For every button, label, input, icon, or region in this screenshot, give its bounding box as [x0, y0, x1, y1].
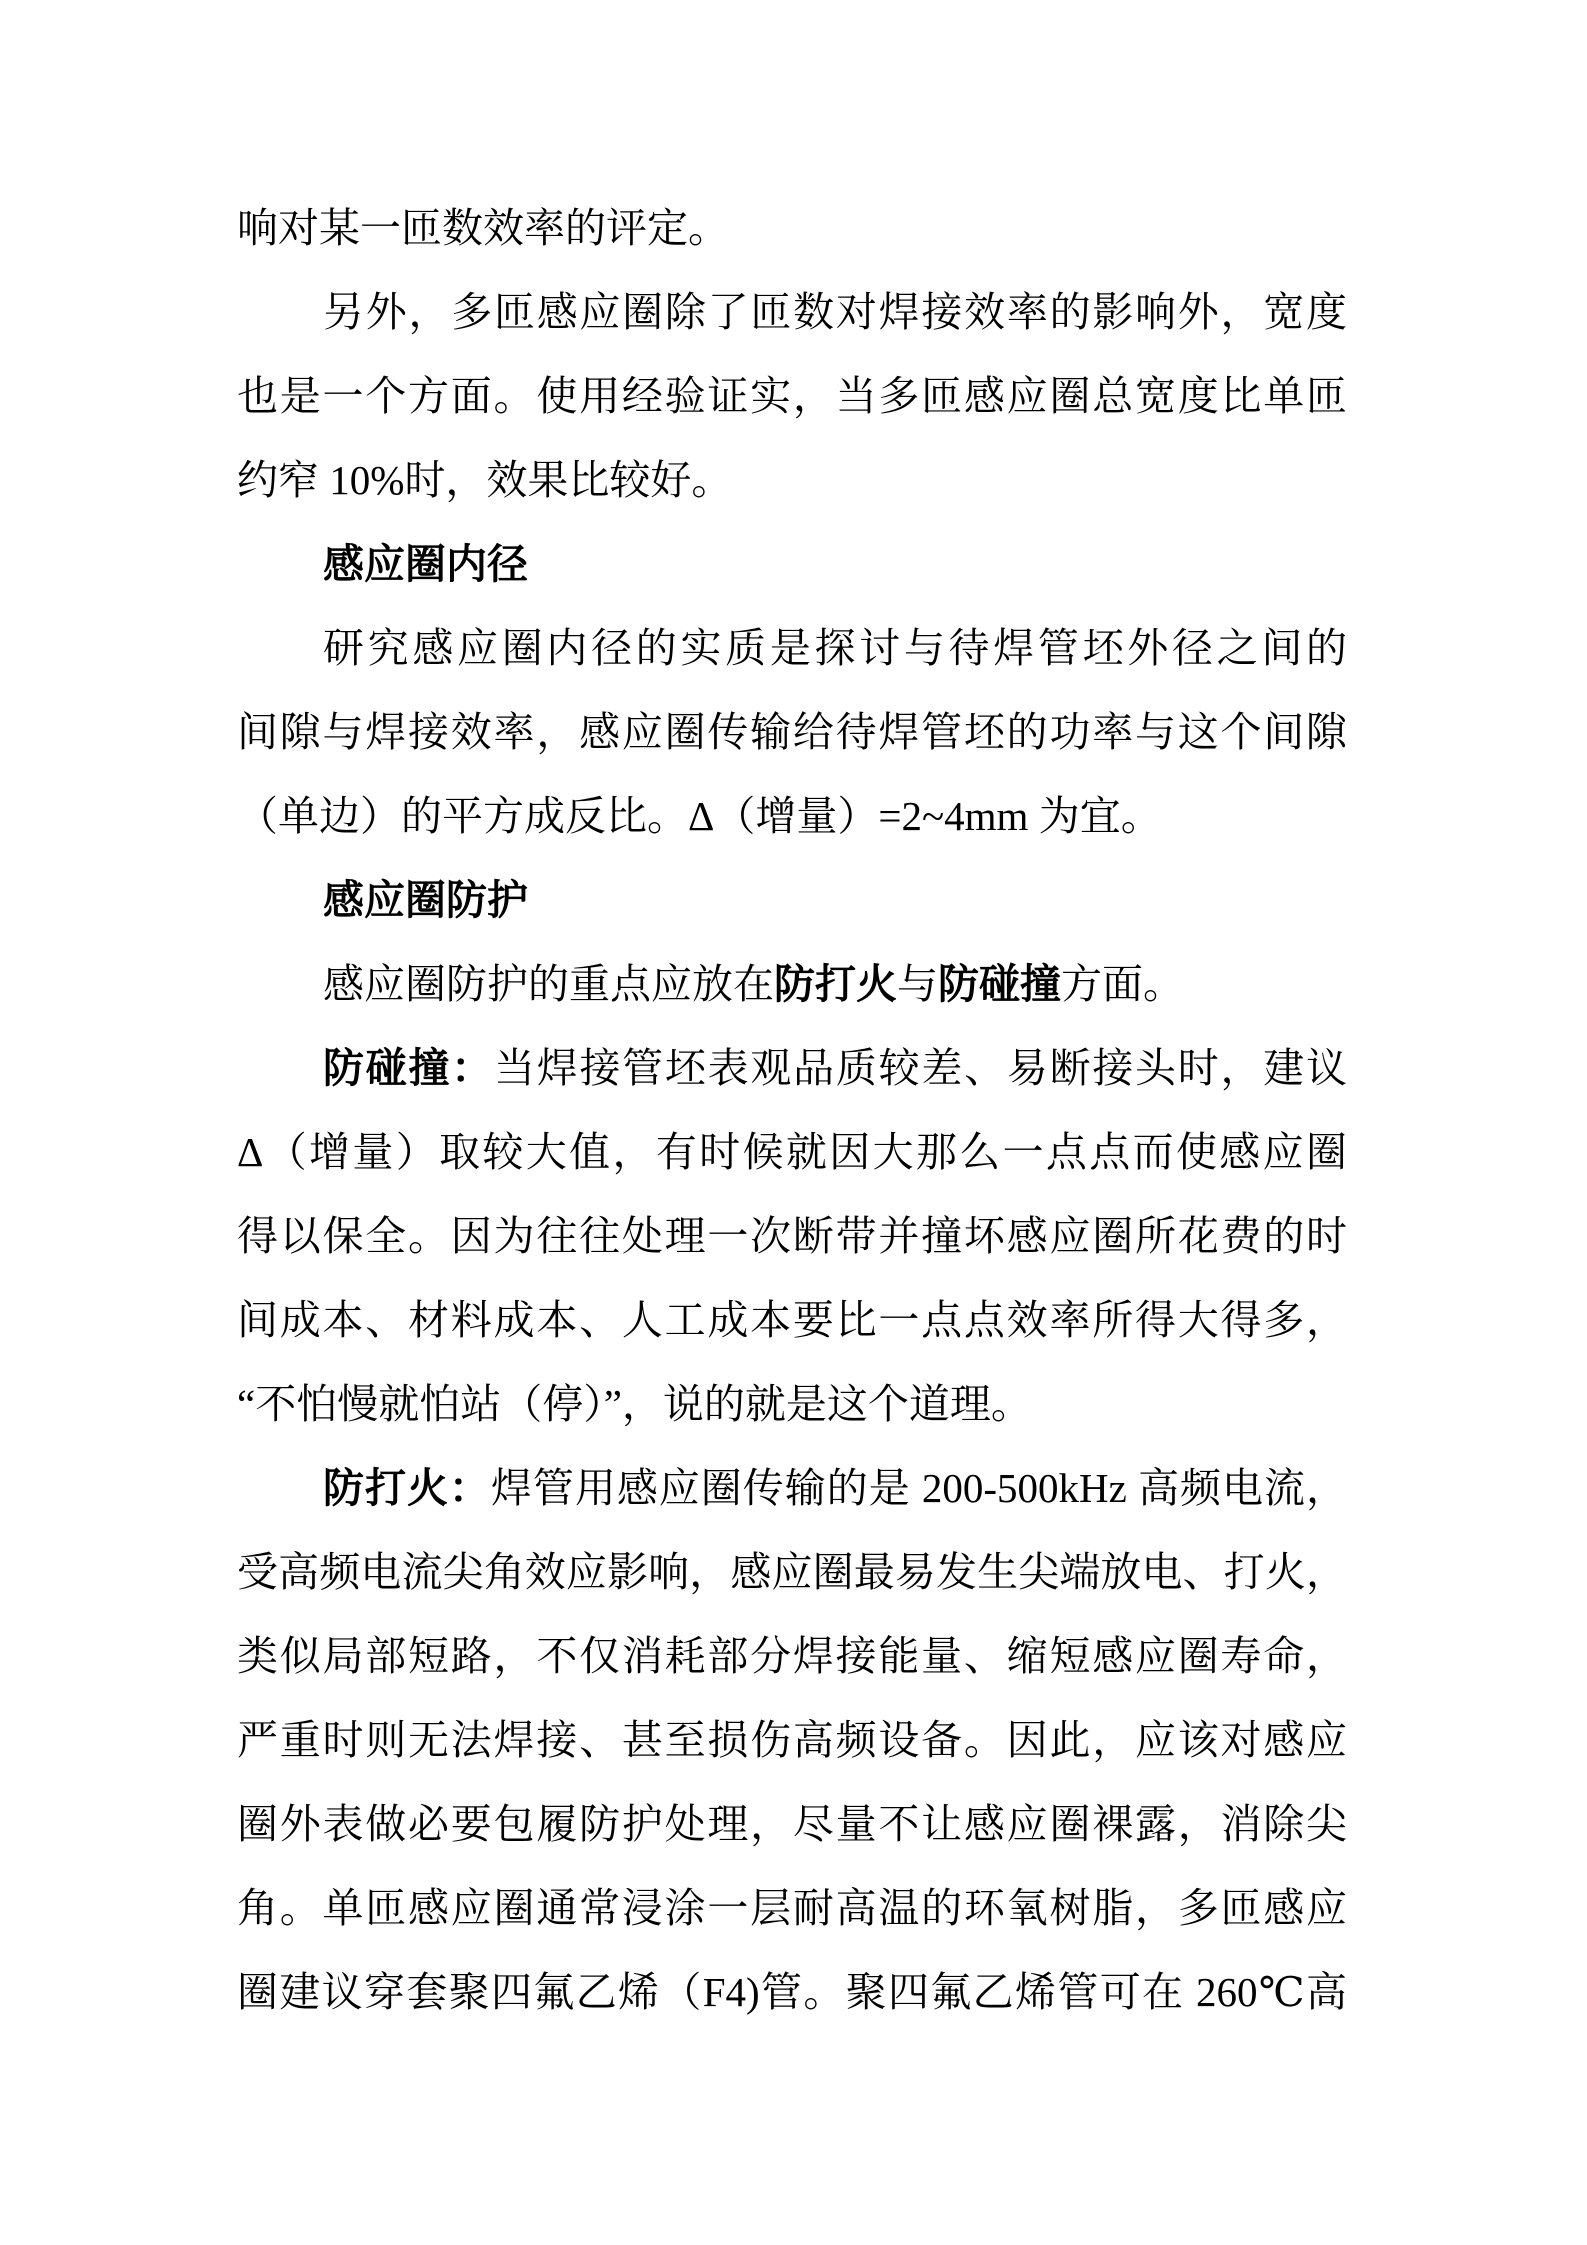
text-line	[237, 186, 1347, 270]
text-segment: 角。单匝感应圈通常浸涂一层耐高温的环氧树脂，多匝感应	[237, 1885, 1347, 1931]
text-line	[237, 1110, 1347, 1194]
bold-term: 防碰撞：	[323, 1045, 494, 1091]
text-segment: 感应圈内径	[323, 541, 528, 587]
text-segment: 得以保全。因为往往处理一次断带并撞坏感应圈所花费的时	[237, 1213, 1347, 1259]
text-segment: Δ（增量）取较大值，有时候就因大那么一点点而使感应圈	[237, 1129, 1347, 1175]
text-line	[237, 270, 1347, 354]
text-segment: 研究感应圈内径的实质是探讨与待焊管坯外径之间的	[323, 625, 1347, 671]
text-segment: 受高频电流尖角效应影响，感应圈最易发生尖端放电、打火，	[237, 1549, 1347, 1595]
text-segment: （单边）的平方成反比。Δ（增量）=2~4mm 为宜。	[237, 793, 1162, 839]
text-segment: 约窄 10%时，效果比较好。	[237, 457, 733, 503]
text-line	[237, 1530, 1347, 1614]
text-segment: 感应圈防护	[323, 877, 528, 923]
text-line	[237, 942, 1347, 1026]
text-line	[237, 1446, 1347, 1530]
bold-term: 防打火	[774, 961, 897, 1007]
text-line	[237, 1698, 1347, 1782]
section-heading	[237, 858, 1347, 942]
text-segment: 严重时则无法焊接、甚至损伤高频设备。因此，应该对感应	[237, 1717, 1347, 1763]
text-line	[237, 438, 1347, 522]
text-segment: 当焊接管坯表观品质较差、易断接头时，建议	[493, 1045, 1348, 1091]
text-line	[237, 690, 1347, 774]
text-line	[237, 1614, 1347, 1698]
text-segment: 方面。	[1061, 961, 1184, 1007]
text-line	[237, 774, 1347, 858]
text-segment: 感应圈防护的重点应放在	[323, 961, 774, 1007]
text-line	[237, 1026, 1347, 1110]
text-line	[237, 606, 1347, 690]
bold-term: 防碰撞	[938, 961, 1061, 1007]
bold-term: 防打火：	[323, 1465, 491, 1511]
text-line	[237, 1362, 1347, 1446]
text-line	[237, 1950, 1347, 2034]
text-segment: 另外，多匝感应圈除了匝数对焊接效率的影响外，宽度	[323, 289, 1347, 335]
text-segment: 与	[897, 961, 938, 1007]
text-segment: 间成本、材料成本、人工成本要比一点点效率所得大得多，	[237, 1297, 1347, 1343]
text-segment: 圈建议穿套聚四氟乙烯（F4)管。聚四氟乙烯管可在 260℃高	[237, 1969, 1347, 2015]
text-line	[237, 354, 1347, 438]
section-heading	[237, 522, 1347, 606]
text-line	[237, 1866, 1347, 1950]
text-segment: 也是一个方面。使用经验证实，当多匝感应圈总宽度比单匝	[237, 373, 1347, 419]
text-segment: 焊管用感应圈传输的是 200-500kHz 高频电流，	[490, 1465, 1347, 1511]
text-segment: 响对某一匝数效率的评定。	[237, 205, 729, 251]
text-line	[237, 1194, 1347, 1278]
document-content	[237, 186, 1347, 2034]
text-segment: 圈外表做必要包履防护处理，尽量不让感应圈裸露，消除尖	[237, 1801, 1347, 1847]
text-line	[237, 1782, 1347, 1866]
text-segment: 类似局部短路，不仅消耗部分焊接能量、缩短感应圈寿命，	[237, 1633, 1347, 1679]
text-segment: “不怕慢就怕站（停）”，说的就是这个道理。	[237, 1381, 1032, 1427]
text-line	[237, 1278, 1347, 1362]
text-segment: 间隙与焊接效率，感应圈传输给待焊管坯的功率与这个间隙	[237, 709, 1347, 755]
